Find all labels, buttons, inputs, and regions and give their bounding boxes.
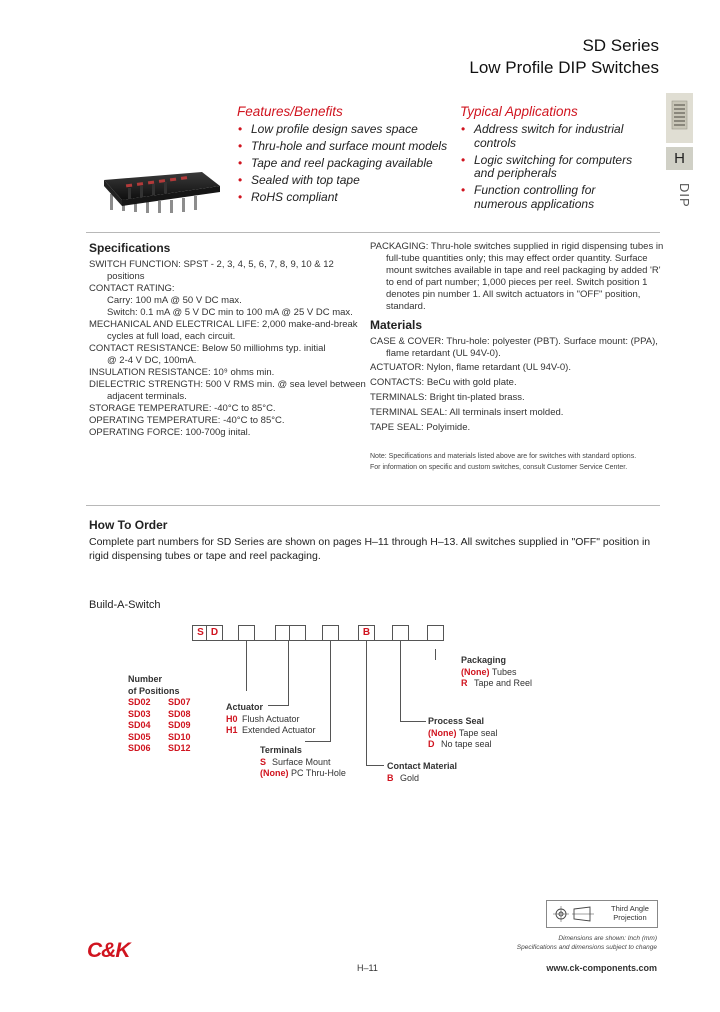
connector-line — [254, 640, 275, 641]
contact-material-heading: Contact Material — [387, 761, 458, 771]
part-box-packaging — [427, 625, 444, 641]
position-code: SD02 — [128, 697, 151, 707]
material-line: flame retardant (UL 94V-0). — [386, 348, 501, 359]
packaging-line: to end of part number; 1,000 pieces per reel. Switch position 1 — [386, 277, 648, 288]
position-code: SD12 — [168, 743, 191, 753]
spec-line: CONTACT RESISTANCE: Below 50 milliohms typ. initial — [89, 343, 326, 354]
position-code: SD03 — [128, 708, 151, 719]
spec-line: Switch: 0.1 mA @ 5 V DC min to 100 mA @ 25 V DC max. — [107, 307, 353, 318]
material-line: TERMINALS: Bright tin-plated brass. — [370, 392, 525, 403]
part-box-actuator-2 — [289, 625, 306, 641]
position-code: SD06 — [128, 743, 151, 753]
option-desc: Tape and Reel — [474, 678, 533, 688]
side-tab-thumbnail — [666, 93, 693, 143]
part-box-b: B — [358, 625, 375, 641]
option-desc: PC Thru-Hole — [291, 768, 346, 778]
features-heading: Features/Benefits — [237, 104, 343, 119]
materials-note: Note: Specifications and materials listed above are for switches with standard options. — [370, 453, 637, 460]
ck-logo: C&K — [87, 939, 130, 962]
applications-heading: Typical Applications — [460, 104, 578, 119]
features-section — [237, 104, 457, 208]
leader-line — [366, 765, 384, 766]
position-code: SD08 — [168, 708, 191, 719]
packaging-line: full-tube quantities only; this may effect order quantity. Surface — [386, 253, 648, 264]
part-box-seal — [392, 625, 409, 641]
connector-line — [221, 640, 238, 641]
packaging-line: standard. — [386, 301, 426, 312]
leader-line — [330, 641, 331, 741]
specifications-section — [89, 241, 366, 439]
leader-line — [435, 649, 436, 660]
application-item: • Function controlling for numerous applications — [460, 184, 650, 211]
specifications-heading: Specifications — [89, 241, 171, 255]
position-code: SD10 — [168, 731, 191, 742]
packaging-line: mount switches available in tape and reel packaging by added 'R' — [386, 265, 661, 276]
positions-block — [128, 674, 191, 755]
how-to-order-section — [89, 518, 655, 563]
option-code: (None) — [260, 768, 289, 778]
product-title: Low Profile DIP Switches — [469, 58, 659, 77]
option-desc: Tubes — [491, 666, 517, 677]
material-line: TERMINAL SEAL: All terminals insert molded. — [370, 407, 564, 418]
packaging-block — [461, 655, 532, 690]
product-photo — [98, 160, 228, 221]
disclaimer-line: Dimensions are shown: Inch (mm) — [558, 935, 657, 942]
packaging-line: denotes pin number 1. All switch actuators in "OFF" position, — [386, 289, 641, 300]
feature-item: • Tape and reel packaging available — [237, 157, 457, 171]
leader-line — [400, 721, 426, 722]
option-desc: No tape seal — [441, 739, 492, 749]
materials-heading: Materials — [370, 318, 423, 332]
part-box-d: D — [206, 625, 223, 641]
material-line: CONTACTS: BeCu with gold plate. — [370, 377, 517, 388]
option-code: D — [428, 739, 435, 749]
process-seal-block — [428, 716, 497, 751]
option-desc: Gold — [400, 772, 420, 783]
option-code: (None) — [428, 727, 457, 738]
connector-line — [408, 640, 427, 641]
leader-line — [400, 641, 401, 722]
feature-item: • Thru-hole and surface mount models — [237, 140, 457, 154]
third-angle-projection-icon — [552, 905, 596, 923]
option-desc: Tape seal — [458, 727, 498, 738]
dip-switch-photo-icon — [98, 160, 228, 216]
packaging-section — [370, 241, 664, 313]
disclaimer — [460, 934, 657, 952]
materials-section — [370, 318, 660, 473]
material-line: CASE & COVER: Thru-hole: polyester (PBT). Surface mount: (PPA), — [370, 336, 658, 347]
option-code: H1 — [226, 725, 238, 735]
positions-heading: of Positions — [128, 685, 180, 696]
option-code: B — [387, 772, 394, 783]
leader-line — [288, 641, 289, 705]
connector-line — [338, 640, 358, 641]
feature-item: • RoHS compliant — [237, 191, 457, 205]
leader-line — [305, 741, 331, 742]
dip-switch-thumbnail-icon — [666, 93, 693, 143]
packaging-heading: Packaging — [461, 655, 507, 665]
website-link[interactable]: www.ck-components.com — [546, 963, 657, 973]
material-line: TAPE SEAL: Polyimide. — [370, 422, 471, 433]
terminals-block — [260, 745, 346, 780]
part-box-s: S — [192, 625, 209, 641]
option-code: (None) — [461, 666, 490, 677]
application-item: • Logic switching for computers and peripherals — [460, 154, 650, 181]
spec-line: MECHANICAL AND ELECTRICAL LIFE: 2,000 make-and-break — [89, 319, 358, 330]
spec-line: Carry: 100 mA @ 50 V DC max. — [107, 295, 242, 306]
packaging-line: PACKAGING: Thru-hole switches supplied in rigid dispensing tubes in — [370, 241, 664, 252]
spec-line: positions — [107, 271, 145, 282]
spec-line: adjacent terminals. — [107, 391, 187, 402]
spec-line: DIELECTRIC STRENGTH: 500 V RMS min. @ sea level between — [89, 379, 366, 390]
spec-line: @ 2-4 V DC, 100mA. — [107, 355, 197, 366]
connector-line — [305, 640, 322, 641]
material-line: ACTUATOR: Nylon, flame retardant (UL 94V-0). — [370, 362, 571, 373]
how-to-order-text: Complete part numbers for SD Series are shown on pages H–11 through H–13. All switches supplied in "OFF" position in rigid dispensing tubes or tape and reel packaging. — [89, 536, 651, 562]
section-divider — [86, 505, 660, 506]
materials-note: For information on specific and custom switches, consult Customer Service Center. — [370, 464, 628, 471]
option-desc: Flush Actuator — [242, 713, 300, 724]
position-code: SD04 — [128, 720, 151, 730]
projection-box — [546, 900, 658, 928]
spec-line: SWITCH FUNCTION: SPST - 2, 3, 4, 5, 6, 7, 8, 9, 10 & 12 — [89, 259, 334, 270]
leader-line — [366, 641, 367, 765]
process-seal-heading: Process Seal — [428, 716, 485, 726]
disclaimer-line: Specifications and dimensions subject to change — [516, 944, 657, 951]
spec-line: OPERATING FORCE: 100-700g inital. — [89, 427, 251, 438]
how-to-order-heading: How To Order — [89, 518, 168, 532]
series-title: SD Series — [582, 36, 659, 55]
position-code: SD05 — [128, 731, 151, 742]
terminals-heading: Terminals — [260, 745, 302, 755]
connector-line — [374, 640, 392, 641]
spec-line: OPERATING TEMPERATURE: -40°C to 85°C. — [89, 415, 285, 426]
build-a-switch-heading: Build-A-Switch — [89, 599, 161, 611]
part-box-terminals — [322, 625, 339, 641]
projection-text: Third Angle — [611, 904, 649, 913]
option-code: S — [260, 756, 267, 767]
option-code: R — [461, 678, 468, 688]
projection-text: Projection — [613, 913, 647, 922]
position-code: SD07 — [168, 697, 191, 707]
application-item: • Address switch for industrial controls — [460, 123, 650, 150]
positions-heading: Number — [128, 674, 163, 684]
spec-line: cycles at full load, each circuit. — [107, 331, 236, 342]
option-code: H0 — [226, 713, 238, 724]
spec-line: INSULATION RESISTANCE: 10⁹ ohms min. — [89, 367, 275, 378]
section-letter-tab: H — [666, 147, 693, 170]
part-box-positions — [238, 625, 255, 641]
spec-line: CONTACT RATING: — [89, 283, 175, 294]
section-divider — [86, 232, 660, 233]
actuator-heading: Actuator — [226, 702, 264, 712]
applications-section — [460, 104, 650, 215]
section-name-tab: DIP — [677, 183, 692, 208]
spec-line: STORAGE TEMPERATURE: -40°C to 85°C. — [89, 403, 276, 414]
option-desc: Extended Actuator — [242, 725, 316, 735]
leader-line — [246, 641, 247, 691]
option-desc: Surface Mount — [272, 756, 331, 767]
page-number: H–11 — [357, 963, 378, 973]
contact-material-block — [387, 761, 457, 784]
feature-item: • Sealed with top tape — [237, 174, 457, 188]
position-code: SD09 — [168, 720, 191, 730]
actuator-block — [226, 702, 316, 737]
feature-item: • Low profile design saves space — [237, 123, 457, 137]
